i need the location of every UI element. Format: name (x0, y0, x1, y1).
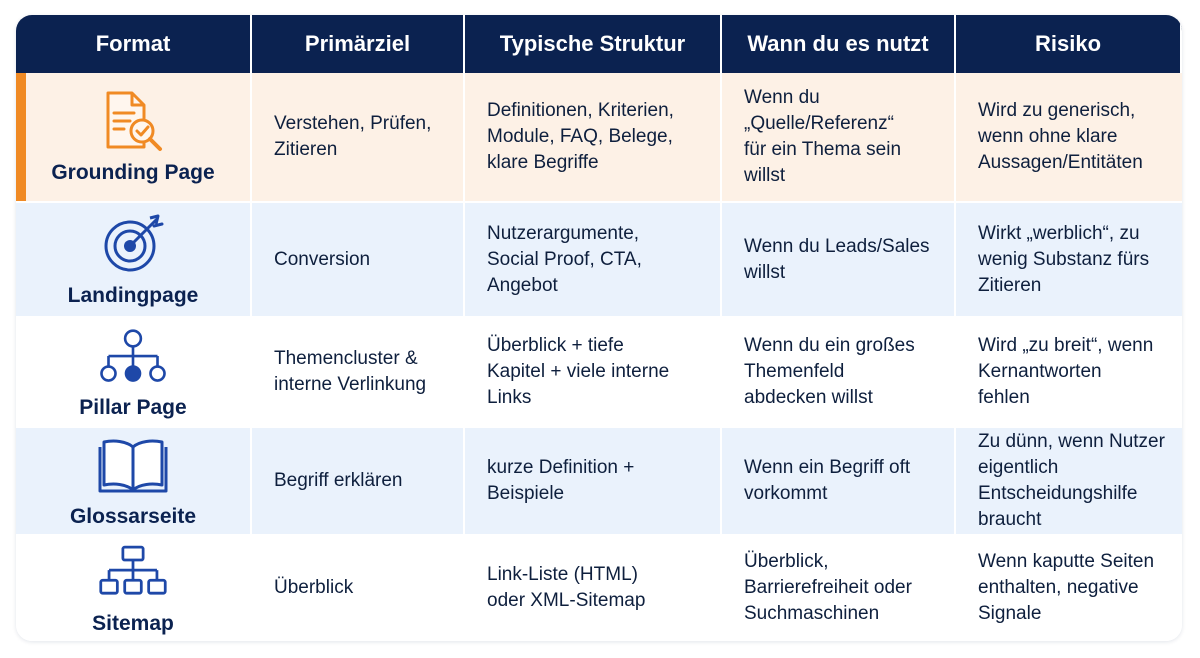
format-cell-grounding-page (16, 73, 252, 203)
goal-text: Begriff erklären (274, 470, 403, 491)
structure-cell (465, 536, 722, 641)
header-primary-goal: Primärziel (252, 15, 465, 73)
structure-text: Definitionen, Kriterien, Module, FAQ, Belege, klare Begriffe (487, 100, 674, 173)
goal-cell (252, 428, 465, 536)
risk-cell (956, 536, 1182, 641)
goal-cell (252, 203, 465, 318)
structure-cell (465, 428, 722, 536)
structure-text: Link-Liste (HTML) oder XML-Sitemap (487, 563, 646, 611)
when-cell (722, 73, 956, 203)
when-text: Überblick, Barrierefreiheit oder Suchmaschinen (744, 550, 912, 624)
structure-text: Überblick + tiefe Kapitel + viele interne Links (487, 335, 670, 408)
sitemap-tree-icon (98, 539, 168, 605)
goal-cell (252, 318, 465, 428)
highlight-accent-bar (16, 73, 26, 201)
hierarchy-nodes-icon (98, 323, 168, 389)
goal-text: Themencluster & interne Verlinkung (274, 348, 427, 395)
when-text: Wenn du Leads/Sales willst (744, 235, 930, 283)
goal-cell (252, 73, 465, 203)
header-risk: Risiko (956, 15, 1182, 73)
risk-text: Wenn kaputte Seiten enthalten, negative Signale (978, 550, 1155, 624)
risk-text: Zu dünn, wenn Nutzer eigentlich Entscheidungshilfe braucht (978, 431, 1165, 530)
comparison-table (16, 15, 1182, 641)
format-name: Glossarseite (69, 505, 197, 528)
table-grid (16, 15, 1182, 641)
when-cell (722, 203, 956, 318)
format-name: Grounding Page (51, 161, 215, 184)
when-cell (722, 428, 956, 536)
structure-cell (465, 318, 722, 428)
goal-text: Verstehen, Prüfen, Zitieren (274, 113, 432, 160)
risk-cell (956, 203, 1182, 318)
risk-cell (956, 428, 1182, 536)
risk-cell (956, 318, 1182, 428)
when-text: Wenn ein Begriff oft vorkommt (744, 457, 911, 504)
format-cell-glossarseite (16, 428, 252, 536)
structure-text: Nutzerargumente, Social Proof, CTA, Angebot (487, 222, 642, 296)
structure-cell (465, 73, 722, 203)
header-format: Format (16, 15, 252, 73)
risk-text: Wirkt „werblich“, zu wenig Substanz fürs Zitieren (978, 222, 1150, 296)
structure-cell (465, 203, 722, 318)
risk-text: Wird „zu breit“, wenn Kernantworten fehlen (978, 335, 1154, 408)
when-text: Wenn du „Quelle/Referenz“ für ein Thema sein willst (744, 87, 902, 186)
format-name: Landingpage (67, 283, 199, 307)
format-cell-landingpage (16, 203, 252, 318)
document-magnifier-icon (98, 88, 168, 154)
when-cell (722, 318, 956, 428)
format-cell-sitemap (16, 536, 252, 641)
open-book-icon (98, 432, 168, 498)
risk-text: Wird zu generisch, wenn ohne klare Aussagen/Entitäten (978, 100, 1143, 173)
target-arrow-icon (98, 211, 168, 277)
header-when: Wann du es nutzt (722, 15, 956, 73)
goal-cell (252, 536, 465, 641)
format-name: Pillar Page (79, 396, 187, 419)
risk-cell (956, 73, 1182, 203)
when-text: Wenn du ein großes Themenfeld abdecken willst (744, 335, 915, 408)
format-name: Sitemap (92, 611, 174, 635)
when-cell (722, 536, 956, 641)
format-cell-pillar-page (16, 318, 252, 428)
header-structure: Typische Struktur (465, 15, 722, 73)
goal-text: Conversion (274, 248, 371, 270)
structure-text: kurze Definition + Beispiele (487, 457, 635, 504)
goal-text: Überblick (274, 576, 354, 598)
